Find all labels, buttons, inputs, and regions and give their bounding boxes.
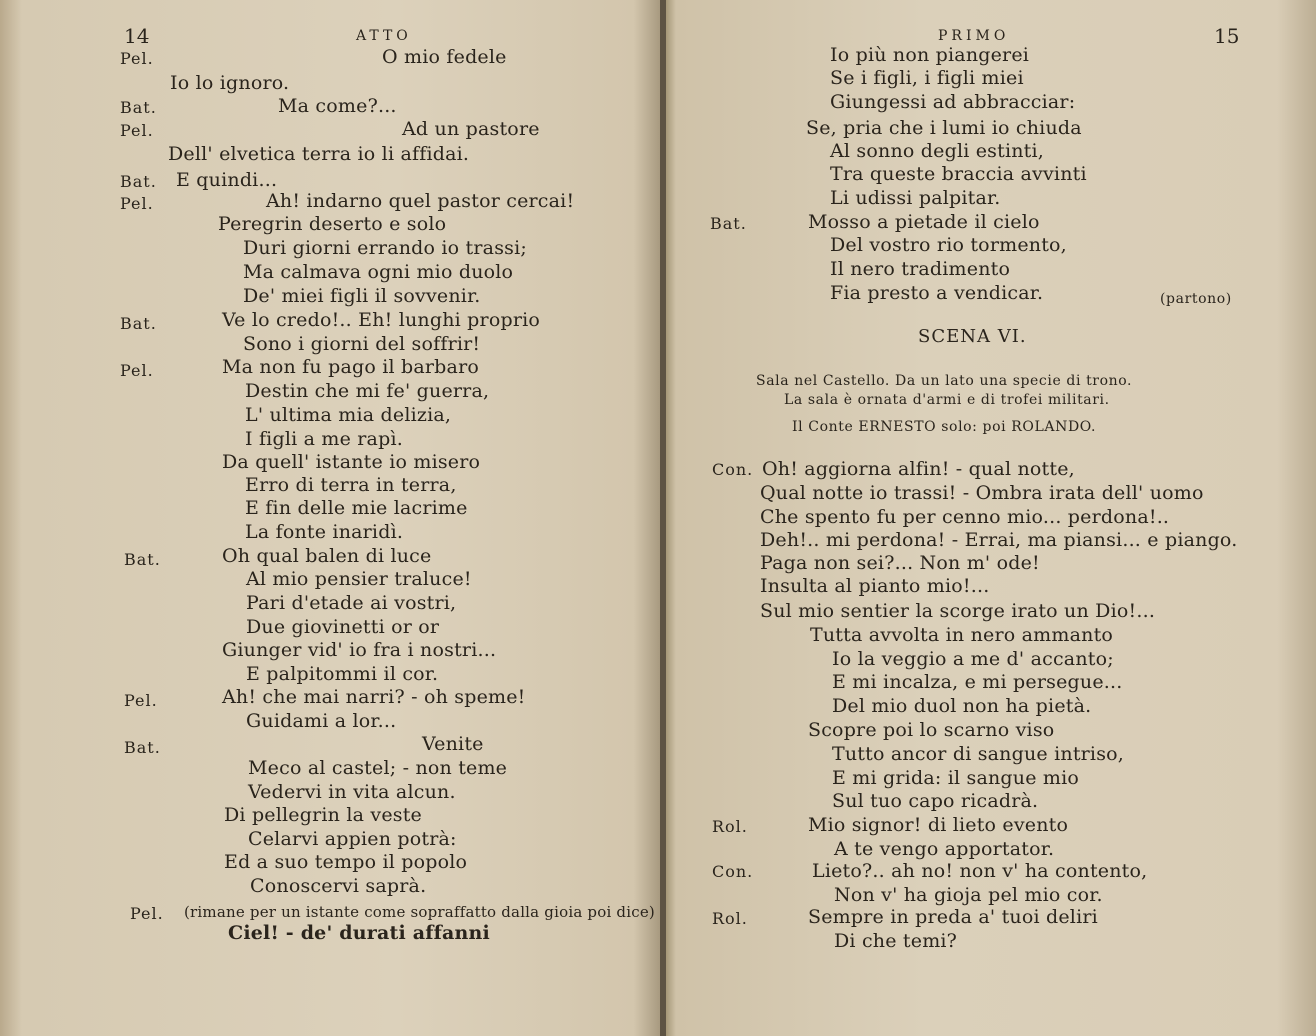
verse-line: E quindi... <box>176 169 278 191</box>
page-number: 14 <box>124 24 150 48</box>
verse-line: Li udissi palpitar. <box>830 187 1001 209</box>
speaker: Pel. <box>120 49 154 68</box>
speaker: Bat. <box>120 98 157 117</box>
verse-line: Se, pria che i lumi io chiuda <box>806 117 1082 139</box>
running-header: ATTO <box>356 28 412 44</box>
verse-line: Peregrin deserto e solo <box>218 213 447 235</box>
verse-line: Giungessi ad abbracciar: <box>830 91 1076 113</box>
verse-line: Scopre poi lo scarno viso <box>808 719 1055 741</box>
verse-line: Del mio duol non ha pietà. <box>832 695 1092 717</box>
speaker: Rol. <box>712 817 748 836</box>
speaker: Pel. <box>120 361 154 380</box>
verse-line: Io lo ignoro. <box>170 72 290 94</box>
verse-line: E fin delle mie lacrime <box>245 497 468 519</box>
verse-line: Non v' ha gioja pel mio cor. <box>834 884 1103 906</box>
verse-line: Tutta avvolta in nero ammanto <box>810 624 1114 646</box>
verse-line: Di che temi? <box>834 930 958 952</box>
verse-line: Meco al castel; - non teme <box>248 757 508 779</box>
stage-direction: (rimane per un istante come sopraffatto dalla gioia poi dice) <box>184 903 655 921</box>
stage-direction: (partono) <box>1160 291 1232 307</box>
character-list: Il Conte ERNESTO solo: poi ROLANDO. <box>792 419 1097 435</box>
verse-line: I figli a me rapì. <box>245 428 403 450</box>
verse-line: A te vengo apportator. <box>834 838 1055 860</box>
verse-line: E mi grida: il sangue mio <box>832 767 1080 789</box>
verse-line: Insulta al pianto mio!... <box>760 575 990 597</box>
page-number: 15 <box>1214 24 1240 48</box>
speaker: Pel. <box>120 121 154 140</box>
scene-description: La sala è ornata d'armi e di trofei militari. <box>784 392 1110 408</box>
verse-line: Venite <box>422 733 484 755</box>
verse-line: Ad un pastore <box>402 118 540 140</box>
verse-line: Due giovinetti or or <box>246 616 440 638</box>
speaker: Bat. <box>124 550 161 569</box>
verse-line: Ma come?... <box>278 95 397 117</box>
speaker: Pel. <box>130 904 164 923</box>
verse-line: Ma non fu pago il barbaro <box>222 356 479 378</box>
verse-line: Ve lo credo!.. Eh! lunghi proprio <box>222 309 541 331</box>
speaker: Rol. <box>712 909 748 928</box>
verse-line: Ah! indarno quel pastor cercai! <box>266 190 575 212</box>
verse-line: Fia presto a vendicar. <box>830 282 1044 304</box>
verse-line: Che spento fu per cenno mio... perdona!.. <box>760 506 1170 528</box>
verse-line: Vedervi in vita alcun. <box>248 781 456 803</box>
verse-line: Duri giorni errando io trassi; <box>243 237 527 259</box>
scene-heading: SCENA VI. <box>918 326 1027 347</box>
verse-line: Sempre in preda a' tuoi deliri <box>808 906 1098 928</box>
verse-line: Dell' elvetica terra io li affidai. <box>168 143 470 165</box>
verse-line: Del vostro rio tormento, <box>830 234 1067 256</box>
verse-line: Il nero tradimento <box>830 258 1011 280</box>
verse-line: Erro di terra in terra, <box>245 474 457 496</box>
verse-line: Al sonno degli estinti, <box>830 140 1045 162</box>
verse-line: Celarvi appien potrà: <box>248 828 457 850</box>
speaker: Bat. <box>710 214 747 233</box>
verse-line: Oh qual balen di luce <box>222 545 432 567</box>
verse-line: Destin che mi fe' guerra, <box>245 380 490 402</box>
speaker: Con. <box>712 460 754 479</box>
verse-line: Ma calmava ogni mio duolo <box>243 261 514 283</box>
verse-line: Qual notte io trassi! - Ombra irata dell' uomo <box>760 482 1204 504</box>
running-header: PRIMO <box>938 28 1010 44</box>
verse-line: Tutto ancor di sangue intriso, <box>832 743 1125 765</box>
verse-line: De' miei figli il sovvenir. <box>243 285 481 307</box>
speaker: Bat. <box>124 738 161 757</box>
verse-line: Da quell' istante io misero <box>222 451 481 473</box>
verse-line: Se i figli, i figli miei <box>830 67 1024 89</box>
verse-line: Deh!.. mi perdona! - Errai, ma piansi... e piango. <box>760 529 1238 551</box>
speaker: Bat. <box>120 172 157 191</box>
verse-line: Tra queste braccia avvinti <box>830 163 1087 185</box>
verse-line: Mio signor! di lieto evento <box>808 814 1069 836</box>
verse-line: Conoscervi saprà. <box>250 875 427 897</box>
verse-line: Al mio pensier traluce! <box>246 568 472 590</box>
verse-line: Sono i giorni del soffrir! <box>243 333 481 355</box>
verse-line: E mi incalza, e mi persegue... <box>832 671 1123 693</box>
verse-line: Sul tuo capo ricadrà. <box>832 790 1039 812</box>
speaker: Pel. <box>124 691 158 710</box>
scene-description: Sala nel Castello. Da un lato una specie di trono. <box>756 373 1133 389</box>
verse-line: Giunger vid' io fra i nostri... <box>222 639 497 661</box>
verse-line: Oh! aggiorna alfin! - qual notte, <box>762 458 1075 480</box>
verse-line: Paga non sei?... Non m' ode! <box>760 552 1040 574</box>
verse-line: Sul mio sentier la scorge irato un Dio!... <box>760 600 1156 622</box>
speaker: Pel. <box>120 194 154 213</box>
verse-line: Io più non piangerei <box>830 44 1030 66</box>
verse-line: La fonte inaridì. <box>245 521 404 543</box>
verse-line: Guidami a lor... <box>246 710 397 732</box>
verse-line: Ed a suo tempo il popolo <box>224 851 468 873</box>
verse-line: Ah! che mai narri? - oh speme! <box>222 686 526 708</box>
verse-line: Io la veggio a me d' accanto; <box>832 648 1114 670</box>
verse-line: Mosso a pietade il cielo <box>808 211 1040 233</box>
verse-line: Di pellegrin la veste <box>224 804 423 826</box>
speaker: Con. <box>712 862 754 881</box>
verse-line: Lieto?.. ah no! non v' ha contento, <box>812 860 1148 882</box>
right-page <box>666 0 1316 1036</box>
verse-line: O mio fedele <box>382 46 507 68</box>
verse-line: Ciel! - de' durati affanni <box>228 922 490 944</box>
speaker: Bat. <box>120 314 157 333</box>
verse-line: L' ultima mia delizia, <box>245 404 452 426</box>
verse-line: Pari d'etade ai vostri, <box>246 592 457 614</box>
verse-line: E palpitommi il cor. <box>246 663 439 685</box>
